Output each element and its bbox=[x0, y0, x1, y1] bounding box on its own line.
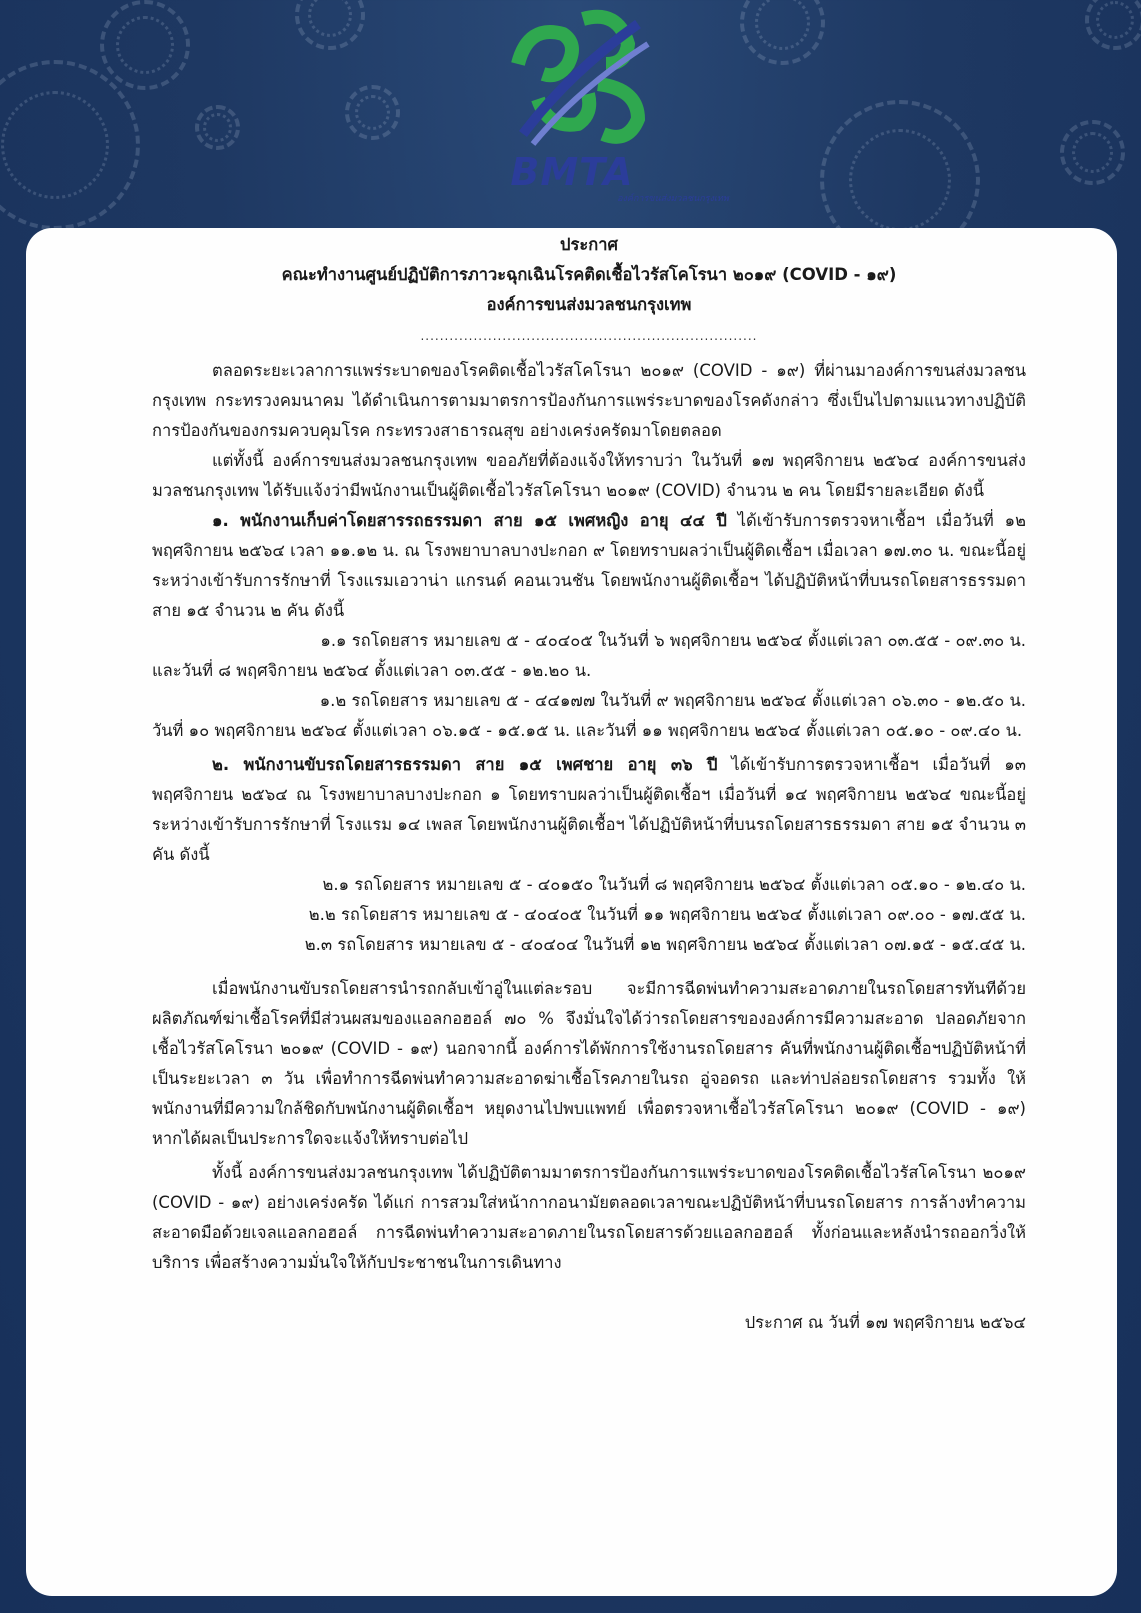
case-2 bbox=[152, 750, 1026, 870]
paragraph-notice: แต่ทั้งนี้ องค์การขนส่งมวลชนกรุงเทพ ขออภัยที่ต้องแจ้งให้ทราบว่า ในวันที่ ๑๗ พฤศจิกายน ๒๕๖๔ องค์การขนส่งมวลชนกรุงเทพ ได้รับแจ้งว่ามีพนักงานเป็นผู้ติดเชื้อไวรัสโคโรนา ๒๐๑๙ (COVID) จำนวน ๒ คน โดยมีรายละเอียด ดังนี้ bbox=[152, 451, 1026, 500]
virus-decoration-icon bbox=[100, 0, 190, 90]
case-2-heading: ๒. พนักงานขับรถโดยสารธรรมดา สาย ๑๕ เพศชาย อายุ ๓๖ ปี bbox=[212, 755, 718, 774]
case-1-bus-2-line-1: ๑.๒ รถโดยสาร หมายเลข ๕ - ๔๔๑๗๗ ในวันที่ ๙ พฤศจิกายน ๒๕๖๔ ตั้งแต่เวลา ๐๖.๓๐ - ๑๒.๕๐ น. bbox=[319, 691, 1026, 710]
logo-brand-text: BMTA bbox=[510, 150, 634, 194]
case-1 bbox=[152, 506, 1026, 626]
case-1-heading: ๑. พนักงานเก็บค่าโดยสารรถธรรมดา สาย ๑๕ เพศหญิง อายุ ๔๔ ปี bbox=[212, 511, 727, 530]
bmta-emblem-icon bbox=[488, 4, 658, 154]
paragraph-measures: ทั้งนี้ องค์การขนส่งมวลชนกรุงเทพ ได้ปฏิบัติตามมาตรการป้องกันการแพร่ระบาดของโรคติดเชื้อไวรัสโคโรนา ๒๐๑๙ (COVID - ๑๙) อย่างเคร่งครัด ได้แก่ การสวมใส่หน้ากากอนามัยตลอดเวลาขณะปฏิบัติหน้าที่บนรถโดยสาร การล้างทำความสะอาดมือด้วยเจลแอลกอฮอล์ การฉีดพ่นทำความสะอาดภายในรถโดยสารด้วยแอลกอฮอล์ ทั้งก่อนและหลังนำรถออกวิ่งให้บริการ เพื่อสร้างความมั่นใจให้กับประชาชนในการเดินทาง bbox=[152, 1163, 1026, 1272]
virus-decoration-icon bbox=[345, 85, 400, 140]
bmta-logo bbox=[488, 4, 729, 204]
case-2-bus-1: ๒.๑ รถโดยสาร หมายเลข ๕ - ๔๐๑๕๐ ในวันที่ ๘ พฤศจิกายน ๒๕๖๔ ตั้งแต่เวลา ๐๕.๑๐ - ๑๒.๔๐ น. bbox=[322, 875, 1026, 894]
paragraph-disinfection: เมื่อพนักงานขับรถโดยสารนำรถกลับเข้าอู่ในแต่ละรอบ จะมีการฉีดพ่นทำความสะอาดภายในรถโดยสารทันทีด้วยผลิตภัณฑ์ฆ่าเชื้อโรคที่มีส่วนผสมของแอลกอฮอล์ ๗๐ % จึงมั่นใจได้ว่ารถโดยสารขององค์การมีความสะอาด ปลอดภัยจากเชื้อไวรัสโคโรนา ๒๐๑๙ (COVID - ๑๙) นอกจากนี้ องค์การได้พักการใช้งานรถโดยสาร คันที่พนักงานผู้ติดเชื้อฯปฏิบัติหน้าที่ เป็นระยะเวลา ๓ วัน เพื่อทำการฉีดพ่นทำความสะอาดฆ่าเชื้อโรคภายในรถ อู่จอดรถ และท่าปล่อยรถโดยสาร รวมทั้ง ให้พนักงานที่มีความใกล้ชิดกับพนักงานผู้ติดเชื้อฯ หยุดงานไปพบแพทย์ เพื่อตรวจหาเชื้อไวรัสโคโรนา ๒๐๑๙ (COVID - ๑๙) หากได้ผลเป็นประการใดจะแจ้งให้ทราบต่อไป bbox=[152, 979, 1026, 1148]
announcement-organization: องค์การขนส่งมวลชนกรุงเทพ bbox=[486, 295, 692, 314]
virus-decoration-icon bbox=[295, 0, 365, 50]
announcement-content bbox=[152, 228, 1026, 1338]
case-2-bus-2: ๒.๒ รถโดยสาร หมายเลข ๕ - ๔๐๔๐๕ ในวันที่ ๑๑ พฤศจิกายน ๒๕๖๔ ตั้งแต่เวลา ๐๙.๐๐ - ๑๗.๕๕ น. bbox=[308, 905, 1026, 924]
logo-subtitle: องค์การขนส่งมวลชนกรุงเทพ bbox=[617, 194, 729, 204]
announcement-subtitle: คณะทำงานศูนย์ปฏิบัติการภาวะฉุกเฉินโรคติดเชื้อไวรัสโคโรนา ๒๐๑๙ (COVID - ๑๙) bbox=[281, 265, 897, 284]
case-1-bus-2-line-2: วันที่ ๑๐ พฤศจิกายน ๒๕๖๔ ตั้งแต่เวลา ๐๖.๑๕ - ๑๕.๑๕ น. และวันที่ ๑๑ พฤศจิกายน ๒๕๖๔ ตั้งแต่เวลา ๐๕.๑๐ - ๐๙.๔๐ น. bbox=[152, 721, 1023, 740]
virus-decoration-icon bbox=[1085, 0, 1141, 50]
paragraph-intro: ตลอดระยะเวลาการแพร่ระบาดของโรคติดเชื้อไวรัสโคโรนา ๒๐๑๙ (COVID - ๑๙) ที่ผ่านมาองค์การขนส่งมวลชนกรุงเทพ กระทรวงคมนาคม ได้ดำเนินการตามมาตรการป้องกันการแพร่ระบาดของโรคดังกล่าว ซึ่งเป็นไปตามแนวทางปฏิบัติการป้องกันของกรมควบคุมโรค กระทรวงสาธารณสุข อย่างเคร่งครัดมาโดยตลอด bbox=[152, 361, 1026, 440]
case-1-bus-1-line-1: ๑.๑ รถโดยสาร หมายเลข ๕ - ๔๐๔๐๕ ในวันที่ ๖ พฤศจิกายน ๒๕๖๔ ตั้งแต่เวลา ๐๓.๕๕ - ๐๙.๓๐ น. bbox=[320, 631, 1026, 650]
case-1-bus-1-line-2: และวันที่ ๘ พฤศจิกายน ๒๕๖๔ ตั้งแต่เวลา ๐๓.๕๕ - ๑๒.๒๐ น. bbox=[152, 661, 592, 680]
announcement-title: ประกาศ bbox=[560, 235, 618, 254]
case-1-details: ได้เข้ารับการตรวจหาเชื้อฯ เมื่อวันที่ ๑๒ พฤศจิกายน ๒๕๖๔ เวลา ๑๑.๑๒ น. ณ โรงพยาบาลบางปะกอก ๙ โดยทราบผลว่าเป็นผู้ติดเชื้อฯ เมื่อเวลา ๑๗.๓๐ น. ขณะนี้อยู่ระหว่างเข้ารับการรักษาที่ โรงแรมเอวาน่า แกรนด์ คอนเวนชัน โดยพนักงานผู้ติดเชื้อฯ ได้ปฏิบัติหน้าที่บนรถโดยสารธรรมดา สาย ๑๕ จำนวน ๒ คัน ดังนี้ bbox=[152, 511, 1026, 620]
announcement-date: ประกาศ ณ วันที่ ๑๗ พฤศจิกายน ๒๕๖๔ bbox=[744, 1313, 1026, 1332]
virus-decoration-icon bbox=[740, 0, 825, 65]
separator: ...................................................................... bbox=[420, 329, 758, 343]
case-2-bus-3: ๒.๓ รถโดยสาร หมายเลข ๕ - ๔๐๔๐๔ ในวันที่ ๑๒ พฤศจิกายน ๒๕๖๔ ตั้งแต่เวลา ๐๗.๑๕ - ๑๕.๔๕ น. bbox=[304, 935, 1026, 954]
virus-decoration-icon bbox=[1060, 120, 1125, 185]
announcement-card bbox=[26, 228, 1117, 1596]
virus-decoration-icon bbox=[195, 105, 240, 150]
virus-decoration-icon bbox=[0, 60, 140, 230]
case-2-details: ได้เข้ารับการตรวจหาเชื้อฯ เมื่อวันที่ ๑๓ พฤศจิกายน ๒๕๖๔ ณ โรงพยาบาลบางปะกอก ๑ โดยทราบผลว่าเป็นผู้ติดเชื้อฯ เมื่อวันที่ ๑๔ พฤศจิกายน ๒๕๖๔ ขณะนี้อยู่ระหว่างเข้ารับการรักษาที่ โรงแรม ๑๔ เพลส โดยพนักงานผู้ติดเชื้อฯ ได้ปฏิบัติหน้าที่บนรถโดยสารธรรมดา สาย ๑๕ จำนวน ๓ คัน ดังนี้ bbox=[152, 755, 1027, 864]
